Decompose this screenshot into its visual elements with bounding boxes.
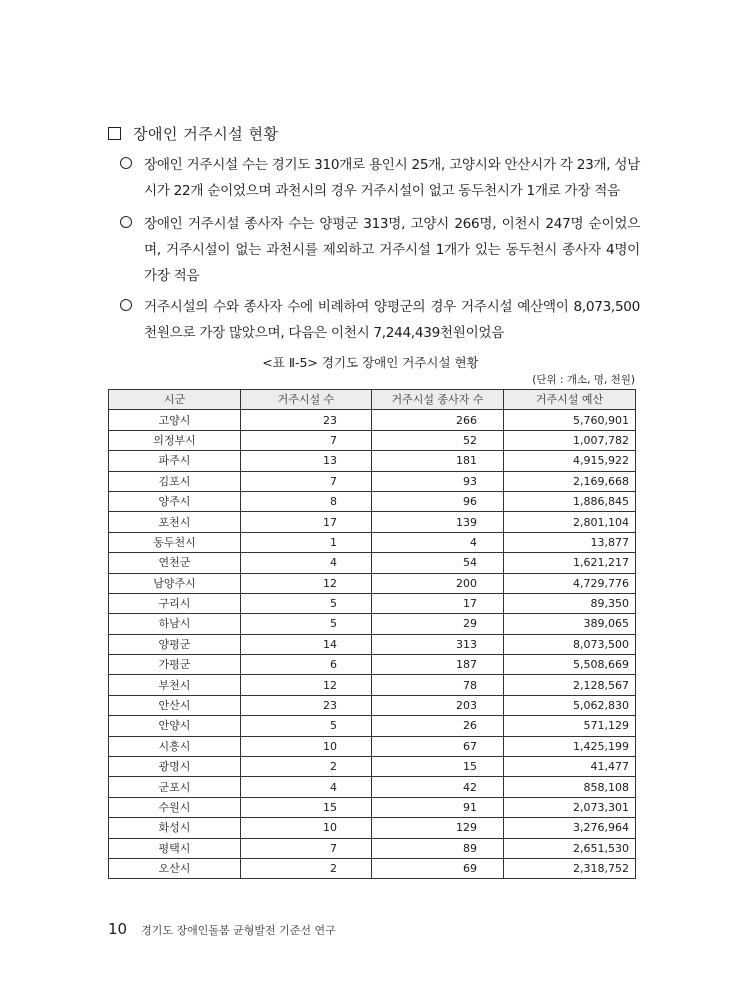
cell-facility-count: 8	[241, 491, 372, 511]
cell-region: 김포시	[109, 471, 241, 491]
cell-facility-count: 23	[241, 410, 372, 430]
cell-staff-count: 91	[372, 797, 504, 817]
cell-region: 의정부시	[109, 430, 241, 450]
cell-region: 하남시	[109, 614, 241, 634]
cell-budget: 389,065	[504, 614, 636, 634]
cell-facility-count: 17	[241, 512, 372, 532]
cell-budget: 13,877	[504, 532, 636, 552]
cell-staff-count: 54	[372, 553, 504, 573]
table-row	[109, 838, 636, 858]
cell-budget: 4,915,922	[504, 451, 636, 471]
table-row	[109, 777, 636, 797]
cell-staff-count: 96	[372, 491, 504, 511]
cell-budget: 2,128,567	[504, 675, 636, 695]
cell-budget: 3,276,964	[504, 818, 636, 838]
cell-budget: 4,729,776	[504, 573, 636, 593]
cell-region: 남양주시	[109, 573, 241, 593]
table-row	[109, 573, 636, 593]
cell-staff-count: 181	[372, 451, 504, 471]
cell-facility-count: 14	[241, 634, 372, 654]
cell-budget: 5,062,830	[504, 695, 636, 715]
cell-staff-count: 266	[372, 410, 504, 430]
footer-title: 경기도 장애인돌봄 균형발전 기준선 연구	[141, 924, 336, 937]
table-row	[109, 512, 636, 532]
cell-budget: 5,760,901	[504, 410, 636, 430]
cell-region: 시흥시	[109, 736, 241, 756]
table-row	[109, 430, 636, 450]
cell-region: 구리시	[109, 593, 241, 613]
header-region: 시군	[109, 390, 241, 410]
cell-region: 양주시	[109, 491, 241, 511]
cell-staff-count: 17	[372, 593, 504, 613]
cell-staff-count: 26	[372, 716, 504, 736]
cell-facility-count: 12	[241, 573, 372, 593]
table-row	[109, 818, 636, 838]
cell-staff-count: 89	[372, 838, 504, 858]
bullet-paragraph-1	[120, 152, 640, 204]
cell-region: 화성시	[109, 818, 241, 838]
cell-budget: 571,129	[504, 716, 636, 736]
cell-region: 고양시	[109, 410, 241, 430]
table-row	[109, 451, 636, 471]
table-row	[109, 491, 636, 511]
table-row	[109, 736, 636, 756]
cell-budget: 2,318,752	[504, 858, 636, 878]
header-facility-count: 거주시설 수	[241, 390, 372, 410]
cell-facility-count: 2	[241, 858, 372, 878]
cell-budget: 2,651,530	[504, 838, 636, 858]
cell-budget: 5,508,669	[504, 655, 636, 675]
table-header-row	[109, 390, 636, 410]
cell-budget: 41,477	[504, 757, 636, 777]
cell-facility-count: 7	[241, 430, 372, 450]
section-title-text: 장애인 거주시설 현황	[133, 125, 279, 143]
cell-region: 양평군	[109, 634, 241, 654]
bullet-text-3: 거주시설의 수와 종사자 수에 비례하여 양평군의 경우 거주시설 예산액이 8,073,500천원으로 가장 많았으며, 다음은 이천시 7,244,439천원이었음	[144, 299, 640, 341]
circle-bullet-icon	[120, 299, 132, 311]
cell-facility-count: 10	[241, 736, 372, 756]
cell-facility-count: 5	[241, 614, 372, 634]
cell-facility-count: 7	[241, 838, 372, 858]
cell-region: 군포시	[109, 777, 241, 797]
cell-staff-count: 67	[372, 736, 504, 756]
cell-budget: 1,621,217	[504, 553, 636, 573]
cell-budget: 2,169,668	[504, 471, 636, 491]
cell-staff-count: 4	[372, 532, 504, 552]
cell-budget: 1,886,845	[504, 491, 636, 511]
cell-staff-count: 187	[372, 655, 504, 675]
table-row	[109, 757, 636, 777]
table-row	[109, 695, 636, 715]
cell-region: 광명시	[109, 757, 241, 777]
table-row	[109, 716, 636, 736]
cell-staff-count: 69	[372, 858, 504, 878]
table-row	[109, 532, 636, 552]
table-row	[109, 797, 636, 817]
cell-region: 평택시	[109, 838, 241, 858]
cell-region: 동두천시	[109, 532, 241, 552]
table-row	[109, 675, 636, 695]
cell-facility-count: 15	[241, 797, 372, 817]
table-row	[109, 471, 636, 491]
cell-staff-count: 93	[372, 471, 504, 491]
cell-region: 가평군	[109, 655, 241, 675]
cell-staff-count: 42	[372, 777, 504, 797]
cell-facility-count: 12	[241, 675, 372, 695]
cell-facility-count: 4	[241, 553, 372, 573]
cell-facility-count: 23	[241, 695, 372, 715]
bullet-paragraph-2	[120, 211, 640, 289]
cell-facility-count: 5	[241, 593, 372, 613]
cell-budget: 858,108	[504, 777, 636, 797]
cell-facility-count: 4	[241, 777, 372, 797]
square-bullet-icon	[108, 127, 121, 140]
table-row	[109, 553, 636, 573]
cell-facility-count: 1	[241, 532, 372, 552]
cell-region: 안양시	[109, 716, 241, 736]
cell-budget: 2,073,301	[504, 797, 636, 817]
cell-staff-count: 139	[372, 512, 504, 532]
cell-staff-count: 29	[372, 614, 504, 634]
cell-facility-count: 10	[241, 818, 372, 838]
circle-bullet-icon	[120, 216, 132, 228]
cell-budget: 1,007,782	[504, 430, 636, 450]
cell-staff-count: 313	[372, 634, 504, 654]
cell-facility-count: 7	[241, 471, 372, 491]
header-staff-count: 거주시설 종사자 수	[372, 390, 504, 410]
cell-budget: 1,425,199	[504, 736, 636, 756]
table-unit-note: (단위 : 개소, 명, 천원)	[532, 374, 635, 386]
cell-facility-count: 13	[241, 451, 372, 471]
table-row	[109, 858, 636, 878]
cell-staff-count: 203	[372, 695, 504, 715]
cell-staff-count: 78	[372, 675, 504, 695]
table-row	[109, 655, 636, 675]
bullet-paragraph-3	[120, 294, 640, 346]
cell-budget: 89,350	[504, 593, 636, 613]
cell-facility-count: 5	[241, 716, 372, 736]
cell-region: 연천군	[109, 553, 241, 573]
table-row	[109, 634, 636, 654]
header-budget: 거주시설 예산	[504, 390, 636, 410]
circle-bullet-icon	[120, 157, 132, 169]
cell-region: 부천시	[109, 675, 241, 695]
table-row	[109, 614, 636, 634]
section-title	[108, 123, 278, 144]
cell-region: 수원시	[109, 797, 241, 817]
cell-region: 안산시	[109, 695, 241, 715]
cell-facility-count: 6	[241, 655, 372, 675]
page-number: 10	[108, 920, 128, 938]
cell-region: 포천시	[109, 512, 241, 532]
table-row	[109, 410, 636, 430]
cell-staff-count: 129	[372, 818, 504, 838]
cell-region: 오산시	[109, 858, 241, 878]
cell-staff-count: 15	[372, 757, 504, 777]
cell-budget: 2,801,104	[504, 512, 636, 532]
cell-staff-count: 52	[372, 430, 504, 450]
cell-staff-count: 200	[372, 573, 504, 593]
cell-facility-count: 2	[241, 757, 372, 777]
bullet-text-1: 장애인 거주시설 수는 경기도 310개로 용인시 25개, 고양시와 안산시가 각 23개, 성남시가 22개 순이었으며 과천시의 경우 거주시설이 없고 동두천시가 1개로 가장 적음	[144, 157, 640, 199]
cell-budget: 8,073,500	[504, 634, 636, 654]
page-footer	[108, 920, 336, 938]
table-caption: <표 Ⅱ-5> 경기도 장애인 거주시설 현황	[262, 355, 479, 370]
facility-table	[108, 389, 636, 879]
bullet-text-2: 장애인 거주시설 종사자 수는 양평군 313명, 고양시 266명, 이천시 247명 순이었으며, 거주시설이 없는 과천시를 제외하고 거주시설 1개가 있는 동두천시 종사자 4명이 가장 적음	[144, 216, 640, 284]
cell-region: 파주시	[109, 451, 241, 471]
table-row	[109, 593, 636, 613]
